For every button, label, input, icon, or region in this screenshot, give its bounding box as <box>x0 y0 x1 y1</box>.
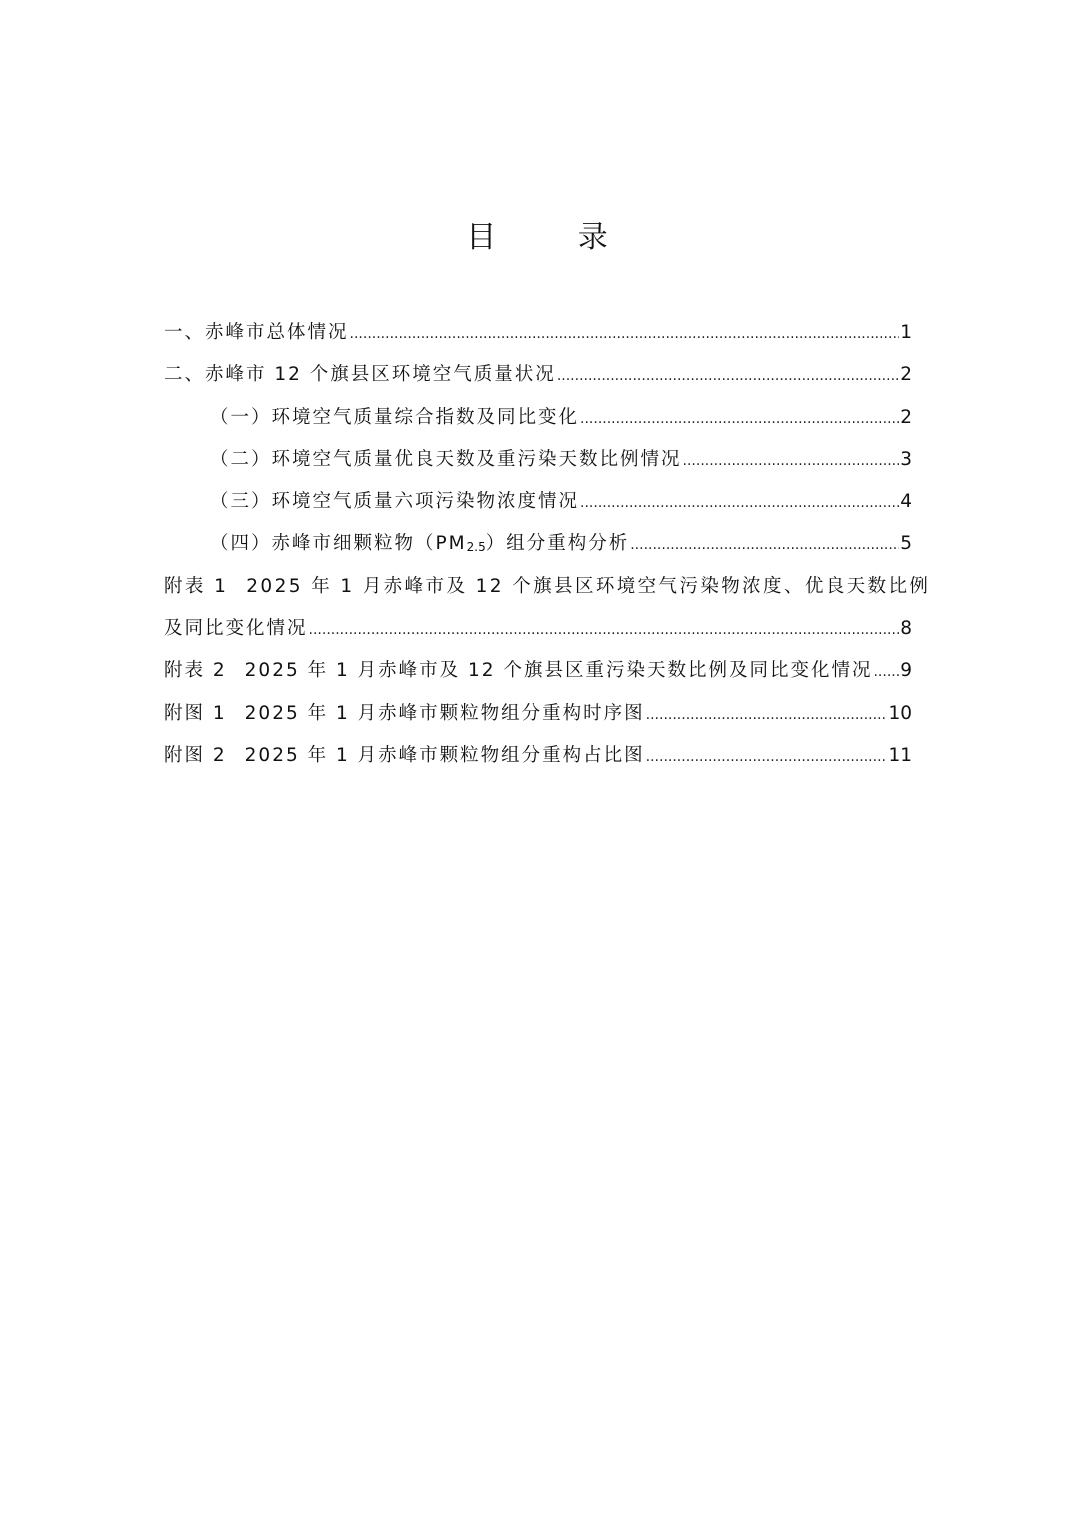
toc-entry-appendix-figure-1[interactable] <box>164 693 912 735</box>
toc-entry-six-pollutants[interactable] <box>164 481 912 523</box>
toc-entry-text: 一、赤峰市总体情况 <box>164 322 349 343</box>
toc-leader-dots <box>309 609 900 651</box>
toc-text-part: （四）赤峰市细颗粒物（PM <box>210 533 467 555</box>
toc-leader-dots <box>646 736 888 778</box>
toc-entry-good-days-ratio[interactable] <box>164 439 912 481</box>
toc-page-number: 9 <box>900 660 912 682</box>
toc-page-number: 11 <box>888 744 912 766</box>
toc-entry-text: （二）环境空气质量优良天数及重污染天数比例情况 <box>210 448 682 470</box>
toc-page-number: 5 <box>900 533 912 555</box>
toc-leader-dots <box>646 694 888 736</box>
table-of-contents <box>164 312 931 777</box>
toc-entry-county-air-quality[interactable] <box>164 354 912 396</box>
toc-leader-dots <box>350 313 900 355</box>
toc-page-number: 4 <box>900 491 912 513</box>
toc-entry-appendix-figure-2[interactable] <box>164 735 912 777</box>
toc-entry-composite-index[interactable] <box>164 397 912 439</box>
toc-entry-appendix-table-2[interactable] <box>164 650 912 692</box>
toc-leader-dots <box>873 651 899 693</box>
toc-entry-text: 及同比变化情况 <box>164 618 308 640</box>
toc-text-line1: 2025 年 1 月赤峰市及 12 个旗县区环境空气污染物浓度、优良天数比例 <box>246 575 931 597</box>
toc-page-number: 10 <box>888 702 912 724</box>
toc-leader-dots <box>557 355 899 397</box>
toc-leader-dots <box>580 398 899 440</box>
toc-page-number: 8 <box>900 618 912 640</box>
toc-entry-pm25-reconstruction[interactable] <box>164 523 912 565</box>
toc-page-number: 2 <box>900 364 912 386</box>
toc-entry-appendix-table-1-cont[interactable] <box>164 608 912 650</box>
toc-leader-dots <box>683 440 900 482</box>
toc-entry-overview[interactable] <box>164 312 912 354</box>
toc-leader-dots <box>580 482 899 524</box>
toc-label: 附表 1 <box>164 575 229 597</box>
toc-text-part: ）组分重构分析 <box>485 533 630 555</box>
toc-entry-text <box>164 566 930 608</box>
toc-entry-appendix-table-1[interactable] <box>164 566 931 608</box>
toc-entry-text: 二、赤峰市 12 个旗县区环境空气质量状况 <box>164 364 556 386</box>
toc-page-number: 1 <box>900 322 912 343</box>
toc-text-main: 2025 年 1 月赤峰市颗粒物组分重构时序图 <box>244 702 645 724</box>
toc-entry-text: （一）环境空气质量综合指数及同比变化 <box>210 406 580 428</box>
toc-entry-text <box>164 735 645 777</box>
toc-entry-text <box>164 693 645 735</box>
toc-label: 附图 2 <box>164 744 227 766</box>
toc-label: 附图 1 <box>164 702 227 724</box>
toc-text-main: 2025 年 1 月赤峰市颗粒物组分重构占比图 <box>244 744 645 766</box>
pm-subscript: 2.5 <box>466 540 486 555</box>
toc-text-main: 2025 年 1 月赤峰市及 12 个旗县区重污染天数比例及同比变化情况 <box>244 660 873 682</box>
toc-leader-dots <box>630 524 899 566</box>
toc-label: 附表 2 <box>164 660 227 682</box>
toc-page-number: 2 <box>900 406 912 428</box>
toc-entry-text: （三）环境空气质量六项污染物浓度情况 <box>210 491 580 513</box>
toc-page-number: 3 <box>900 448 912 470</box>
toc-entry-text <box>210 523 629 568</box>
page-title: 目 录 <box>466 220 644 255</box>
toc-entry-text <box>164 650 872 692</box>
